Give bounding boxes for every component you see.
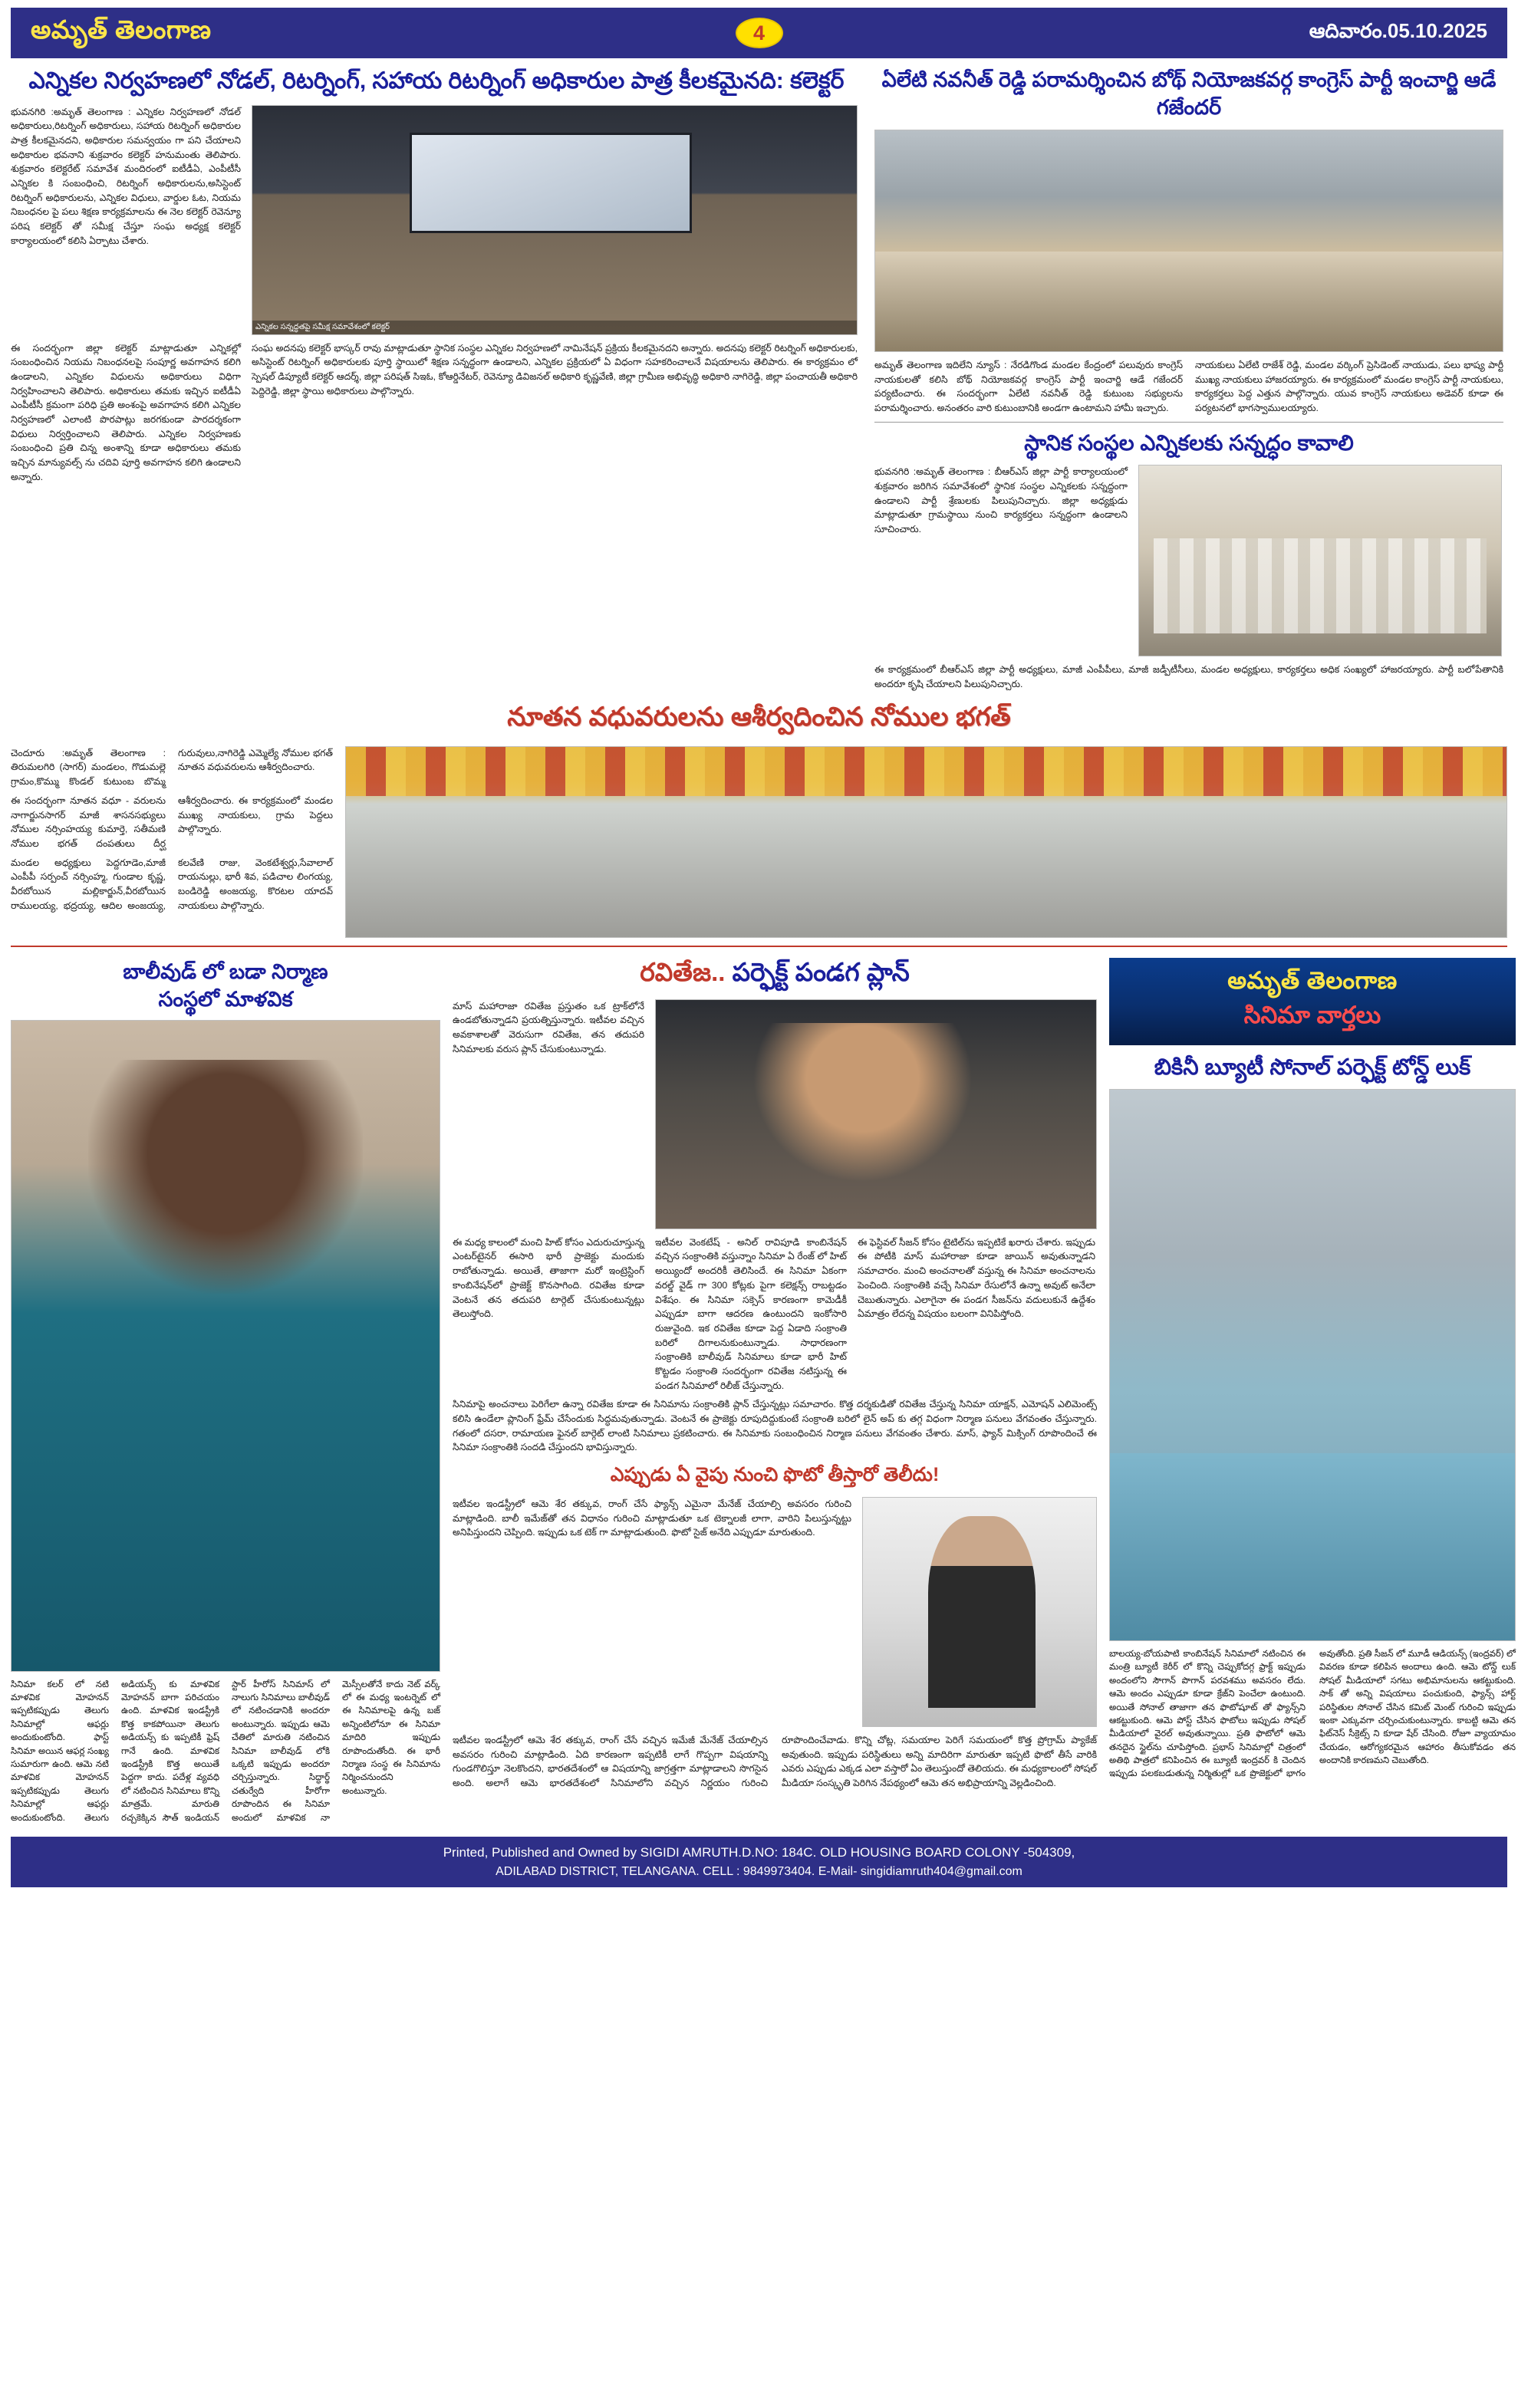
- article6-headline-red: రవితేజ..: [640, 957, 726, 986]
- article3-col2: ఈ కార్యక్రమంలో బీఆర్ఎస్ జిల్లా పార్టీ అధ్యక్షులు, మాజీ ఎంపీపీలు, మాజీ జడ్పీటీసీలు, మండల అధ్యక్షులు, కార్యకర్తలు అధిక సంఖ్యలో హాజరయ్యారు. పార్టీ బలోపేతానికి అందరూ కృషి చేయాలని పిలుపునిచ్చారు.: [874, 664, 1503, 690]
- article4-col3: మండల అధ్యక్షులు పెద్దగూడెం,మాజీ ఎంపీపీ సర్పంచ్ నర్సింహ్మ, గుండాల కృష్ణ, వీరబోయిన మల్లికార్జున్,వీరబోయిన రాములయ్య, భద్రయ్య, ఆదిల అంజయ్య, కలవేణి రాజు, వెంకటేశ్వర్లు,సేవాలాల్ రాయనుల్లు, భారీ శివ, పడిచాల లింగయ్య, బండిరెడ్డి అంజయ్య, కొరటల యాదవ్ నాయకులు పాల్గొన్నారు.: [11, 857, 333, 911]
- article8-headline: బికినీ బ్యూటీ సోనాల్ పర్ఫెక్ట్ టోన్డ్ లుక్: [1154, 1054, 1471, 1080]
- right-top-column: [874, 66, 1503, 692]
- article-raviteja: [453, 958, 1097, 1824]
- section-divider: [11, 946, 1507, 947]
- article2-headline: ఏలేటి నవనీత్ రెడ్డి పరామర్శించిన బోథ్ నియోజకవర్గ కాంగ్రెస్ పార్టీ ఇంచార్జి ఆడే గజేందర్: [881, 68, 1497, 120]
- article4-headline: నూతన వధువరులను ఆశీర్వదించిన నోముల భగత్: [507, 702, 1011, 732]
- article6-photo: [655, 999, 1097, 1229]
- article5-col3: మారుతి రచ్చకెక్కిన సౌత్ ఇండియన్ స్టార్ హీరోస్ సినిమాస్ లో నాలుగు సినిమాలు బాలీవుడ్ లో నటించడానికి అందరూ అంటున్నారు. ఇప్పుడు ఆమె చేతిలో మారుతి నటించిన సినిమా బాలీవుడ్ లోకి ఒక్కటి ఇప్పుడు అందరూ చర్చిస్తున్నారు.: [121, 1679, 330, 1823]
- article6-col4: ఈ ఫెస్టివల్ సీజన్ కోసం టైటిల్‌ను ఇప్పటికే ఖరారు చేశారు. ఇప్పుడు ఈ పోటీకి మాస్ మహారాజా కూడా జాయిన్ అవుతున్నాడని సమాచారం. మంచి అంచనాలతో వస్తున్న ఈ సినిమా అంచనాలను పెంచింది. సంక్రాంతికి వచ్చే సినిమా రేసులోనే ఉన్నా అవుట్ అనేలా చెబుతున్నారు. ఎలాగైనా ఈ పండగ సీజన్‌ను వదులుకునే ఉద్దేశం ఏమాత్రం లేదన్న విషయం బలంగా వినిపిస్తోంది.: [858, 1236, 1095, 1320]
- article1-col3: సంఘ అదనపు కలెక్టర్ భాస్కర్ రావు మాట్లాడుతూ స్థానిక సంస్థల ఎన్నికల నిర్వహణలో నామినేషన్ ప్రక్రియ కీలకమైనదని అన్నారు. అదనపు కలెక్టర్ రిటర్నింగ్ అధికారులకు, అసిస్టెంట్ రిటర్నింగ్ అధికారులకు పూర్తి స్థాయిలో శిక్షణ సన్నద్ధంగా ఉండాలని, ఎన్నికల ప్రక్రియలో ఏ విధంగా సహకరించాలనే విషయాలను తెలిపారు. ఈ కార్యక్రమం లో స్పెషల్ డిప్యూటీ కలెక్టర్ ఆదర్శ్, జిల్లా పరిషత్ సిఇఓ, కోఆర్డినేటర్, రెవెన్యూ డివిజనల్ అధికారి కృష్ణవేణి, జిల్లా గ్రామీణ అభివృద్ధి అధికారి నాగిరెడ్డి, జిల్లా పంచాయతీ అధికారి పెద్దిరెడ్డి, జిల్లా స్థాయి అధికారులు పాల్గొన్నారు.: [252, 342, 858, 396]
- article7-photo: [862, 1497, 1097, 1727]
- article5-col1: సినిమా కలర్ లో నటి మాళవిక మోహనన్ ఇప్పటికప్పుడు తెలుగు సినిమాల్లో ఆఫర్లు అందుకుంటోంది. ఫాస్ట్ సినిమా అయిన ఆఫర్ల సంఖ్య సుమారుగా ఉంది. ఆమె నటి మాళవిక మోహనన్ ఇప్పటికప్పుడు తెలుగు సినిమాల్లో ఆఫర్లు అందుకుంటోంది.: [11, 1679, 109, 1823]
- article7-col2: ఇటీవల ఇండస్ట్రీలో ఆమె శేర తక్కువ, రాంగ్ చేసే వచ్చిన ఇమేజీ మేనేజ్ చేయాల్సిన అవసరం గురించి మాట్లాడింది. ఏది కారణంగా ఇప్పటికీ లాగే గొప్పగా విషయాన్ని గుండగొలిస్తూ నెలకొందని, భారతదేశంలో ఆ విషయాన్ని జాగ్రత్తగా మాట్లాడాలని సొగసైన అంది. అలాగే ఆమె భారతదేశంలో సినిమాలోని వచ్చిన నిర్ణయం గురించి రూపొందించేవాడు. కొన్ని చోట్ల, సమయాల పెరిగే సమయంలో కొత్త ప్రోగ్రామ్ ప్యాకేజ్ అవుతుంది. ఇప్పుడు పరిస్థితులు అన్ని మాదిరిగా మారుతూ ఇప్పటి ఫొటో తీసే వారికి ఎవరు ఎప్పుడు ఎక్కడ ఎలా వస్తారో ఏం తెలుస్తుందో తెలియదు. ఈ మధ్యకాలంలో సోషల్ మీడియా సంస్కృతి పెరిగిన నేపథ్యంలో ఆమె తన అభిప్రాయాన్ని వెల్లడించింది.: [453, 1735, 1097, 1789]
- article4-col2: ఈ సందర్భంగా నూతన వధూ - వరులను నాగార్జునసాగర్ మాజీ శాసనసభ్యులు నోముల నర్సింహయ్య కుమార్తె, సతీమణి నోముల భగత్ దంపతులు దీర్ఘ ఆశీర్వదించారు. ఈ కార్యక్రమంలో మండల ముఖ్య నాయకులు, గ్రామ పెద్దలు పాల్గొన్నారు.: [11, 794, 333, 849]
- article8-col4: సాక్ తో అన్ని విషయాలు పంచుకుంది, ఫ్యాన్స్ హార్ట్ పరిస్థితుల సోనాల్ చేసిన కమిట్ మెంట్ గురించి ఇప్పుడు ఇంకా ఎక్కువగా చర్చించుకుంటున్నారు. కాబట్టి ఆమె తన ఫిట్‌నెస్ సీక్రెట్స్ ని కూడా షేర్ చేసింది. రోజూ వ్యాయామం చేయడం, ఆరోగ్యకరమైన ఆహారం తీసుకోవడం తన అందానికి కారణమని చెబుతోంది.: [1319, 1689, 1516, 1766]
- page-number-badge: 4: [736, 18, 783, 48]
- article2-col2: నాయకులు ఏలేటి రాజేశ్ రెడ్డి, మండల వర్కింగ్ ప్రెసిడెంట్ నాయుడు, పలు భాష్య పార్టీ ముఖ్య నాయకులు హాజరయ్యారు. ఈ కార్యక్రమంలో మండల కాంగ్రెస్ పార్టీ నాయకులు, కార్యకర్తలు పెద్ద ఎత్తున పాల్గొన్నారు. యువ కాంగ్రెస్ నాయకులు అడెవర్ కూడా ఈ పర్యటనలో భాగస్వాములయ్యారు.: [1195, 359, 1503, 413]
- bottom-section: [11, 957, 1516, 1824]
- footer-line2: ADILABAD DISTRICT, TELANGANA. CELL : 9849973404. E-Mail- singidiamruth404@gmail.com: [496, 1864, 1022, 1878]
- article-malavika: [11, 958, 440, 1824]
- article-collector-election: [11, 66, 862, 692]
- cinema-pane: [1109, 958, 1516, 1824]
- article5-col4: సిద్ధార్థ్ చతుర్వేది హీరోగా రూపొందిన ఈ సినిమా అందులో మాళవిక నా మెస్సీలతోనే కాదు నెట్ వర్క్ లో ఈ మధ్య ఇంటర్నెట్ లో ఈ సినిమాలపై ఉన్న బజ్ అన్నింటిలోనూ ఈ సినిమా మాదిరి ఇప్పుడు రూపొందుతోంది. ఈ భారీ నిర్మాణ సంస్థ ఈ సినిమాను నిర్మించనుందని అంటున్నారు.: [232, 1679, 440, 1823]
- article3-headline: స్థానిక సంస్థల ఎన్నికలకు సన్నద్ధం కావాలి: [1024, 430, 1354, 455]
- article7-col1: ఇటీవల ఇండస్ట్రీలో ఆమె శేర తక్కువ, రాంగ్ చేసే ఫ్యాన్స్ ఎమైనా మేనేజ్ చేయాల్సి అవసరం గురించి మాట్లాడింది. బాలీ ఇమేజ్‌తో తన విధానం గురించి మాట్లాడుతూ ఒక టెక్నాలజీ లాగా, వారిని పిలుస్తున్నట్టు అనిపిస్తుందని చెప్పింది. ఇప్పుడు ఒక టెక్ గా మాట్లాడుతుంది. ఫొటో సైజ్ అనేది ఎప్పుడూ మారుతుంది.: [453, 1498, 851, 1538]
- article1-col1: భువనగిరి :అమృత్ తెలంగాణ : ఎన్నికల నిర్వహణలో నోడల్ అధికారులు,రిటర్నింగ్ అధికారులు, సహాయ రిటర్నింగ్ అధికారుల పాత్ర కీలకమైనదని, అధికారుల సమన్వయం గా పని చేయాలని అధికారుల భవనాని శుక్రవారం కలెక్టర్ హనుమంతు తెలిపారు. శుక్రవారం కలెక్టరేట్ సమావేశ మందిరంలో ఐటీడీఏ, ఎంపీటీసీ ఎన్నికల కి సంబంధించి, రిటర్నింగ్ అధికారులను,అసిస్టెంట్ రిటర్నింగ్ అధికారులను, ఎన్నికల విధులు, వార్డుల ఓట, నియమ నిబంధనల పై పలు శిక్షణ కార్యక్రమాలను ఈ నెల కలెక్టర్ రెవెన్యూ పరిష కలెక్టర్ తో సమీక్ష చేస్తూ సంఘ అధ్యక్ష కలెక్టర్ కార్యాలయంలో కలిసి ఏర్పాటు చేశారు.: [11, 106, 241, 246]
- article6-col5: సినిమాపై అంచనాలు పెరిగేలా ఉన్నా రవితేజ కూడా ఈ సినిమాను సంక్రాంతికి ప్లాన్ చేస్తున్నట్లు సమాచారం. కొత్త దర్శకుడితో రవితేజ చేస్తున్న సినిమా యాక్షన్, ఎమోషన్ ఎలిమెంట్స్ కలిసి ఉండేలా ప్లానింగ్ ఫ్రేమ్ చేసేందుకు సిద్ధమవుతున్నాడు. వెంటనే ఈ ప్రాజెక్టు రూపుదిద్దుకుంటే సంక్రాంతి బరిలో లైన్ అప్ కు తగ్గ విధంగా నిర్మాణ పనులు వేగవంతం చేస్తున్నారు. గతంలో దసరా, రామాయణ ఫైనల్ బార్గెట్ లాంటి సినిమాలు ప్రకటించారు. ఈ సినిమాకు సంబంధించిన నిర్మాణ పనులు వేగవంతం చేశారు. మాస్, ఫ్యాన్ మిక్సింగ్ రూపొందించే ఈ సినిమా సంక్రాంతికి సందడి చేస్తుందని భావిస్తున్నారు.: [453, 1399, 1097, 1453]
- page-footer: [11, 1837, 1507, 1887]
- article5-headline-line2: సంస్థలో మాళవిక: [158, 988, 293, 1012]
- article5-col2: తెలుగు అడియన్స్ కు మాళవిక మోహనన్ బాగా పరిచయం ఉంది. మాళవిక ఇండస్ట్రీకి కొత్త కాకపోయినా తెలుగు అడియన్స్ కు ఇప్పటికీ ఫ్రెష్ గానే ఉంది. మాళవిక ఇండస్ట్రీకి కొత్త అయితే పెద్దగా కాదు. పదేళ్ల వ్యవధి లో నటించిన సినిమాలు కొన్ని మాత్రమే.: [84, 1679, 219, 1823]
- top-section: [11, 66, 1507, 692]
- article8-col1: బాలయ్య-బోయపాటి కాంబినేషన్ సినిమాలో నటించిన ఈ మంత్రి బ్యూటీ కెరీర్ లో కొన్ని చెప్పుకోదగ్గ ఫ్రాక్ట్ ఇప్పుడు అందంలోని సౌగాన్ పొగాన్ పరవశము అవసరం లేదు. ఆమె అందం ఎప్పుడూ కూడా క్రేజ్‌ని పెంచేలా ఉంటుంది.: [1109, 1648, 1306, 1699]
- newspaper-page: [0, 8, 1518, 2408]
- article8-photo: [1109, 1089, 1516, 1641]
- article6-headline-blue: పర్ఫెక్ట్ పండగ ప్లాన్: [732, 957, 910, 986]
- cinema-banner-line1: అమృత్ తెలంగాణ: [1227, 966, 1398, 994]
- article7-headline: ఎప్పుడు ఏ వైపు నుంచి ఫొటో తీస్తారో తెలీదు!: [610, 1464, 940, 1486]
- article3-col1: భువనగిరి :అమృత్ తెలంగాణ : బీఆర్ఎస్ జిల్లా పార్టీ కార్యాలయంలో శుక్రవారం జరిగిన సమావేశంలో స్థానిక సంస్థల ఎన్నికలకు సన్నద్ధంగా ఉండాలని పార్టీ శ్రేణులకు పిలుపునిచ్చారు. జిల్లా అధ్యక్షుడు మాట్లాడుతూ గ్రామస్థాయి నుంచి కార్యకర్తలు సన్నద్ధంగా ఉండాలని సూచించారు.: [874, 466, 1128, 535]
- article4-col1: చెందూరు :అమృత్ తెలంగాణ : తిరుమలగిరి (సాగర్) మండలం, గొడుమల్లె గ్రామం,కొమ్ము కొండల్ కుటుంబ బొమ్మ గురువులు,నాగిరెడ్డి ఎమ్మెల్యే నోముల భగత్ నూతన వధువరులను ఆశీర్వదించారు.: [11, 747, 333, 788]
- article4-photo: [345, 746, 1507, 938]
- article1-headline: ఎన్నికల నిర్వహణలో నోడల్, రిటర్నింగ్, సహాయ రిటర్నింగ్ అధికారుల పాత్ర కీలకమైనది: కలెక్టర్: [28, 68, 845, 94]
- article-navaneeth-reddy: [874, 66, 1503, 416]
- article6-col1: మాస్ మహారాజా రవితేజ ప్రస్తుతం ఒక ట్రాక్‌లోనే ఉండబోతున్నాడని ప్రయత్నిస్తున్నారు. ఇటీవల వచ్చిన అవకాశాలతో వెరుసుగా రవితేజ, తన తదుపరి సినిమాలకు వరుస ప్లాన్ చేసుకుంటున్నాడు.: [453, 1000, 644, 1054]
- article2-col1: అమృత్ తెలంగాణ ఇదిలేని న్యూస్ : నేరడిగొండ మండల కేంద్రంలో పలువురు కాంగ్రెస్ నాయకులతో కలిసి బోథ్ నియోజకవర్గ కాంగ్రెస్ పార్టీ ఇంచార్జి ఆడే గజేందర్ పర్యటించారు. ఈ సందర్భంగా ఏలేటి నవనీత్ రెడ్డి కుటుంబ సభ్యులను పరామర్శించారు. అనంతరం వారి కుటుంబానికి అండగా ఉంటామని హామీ ఇచ్చారు.: [874, 359, 1183, 413]
- article1-photo-caption: ఎన్నికల సన్నద్ధతపై సమీక్ష సమావేశంలో కలెక్టర్: [252, 321, 857, 334]
- masthead-date: ఆదివారం.05.10.2025: [1309, 18, 1487, 42]
- cinema-banner-line2: సినిమా వార్తలు: [1243, 1001, 1381, 1028]
- article8-col2: అయితే సోనాల్ తాజాగా తన ఫొటోషూట్ తో ఫ్యాన్స్‌ని ఆకట్టుకుంది. ఆమె పోస్ట్ చేసిన ఫొటోలు ఇప్పుడు సోషల్ మీడియాలో వైరల్ అవుతున్నాయి. ప్రతి ఫొటోలో ఆమె తనదైన స్టైల్‌ను చూపిస్తోంది.: [1109, 1702, 1306, 1752]
- cinema-news-banner: [1109, 958, 1516, 1045]
- article5-photo: [11, 1020, 440, 1672]
- divider: [874, 422, 1503, 423]
- article-local-body-elections: [874, 429, 1503, 692]
- article6-col3: ఇటీవల వెంకటేష్ - అనిల్ రావిపూడి కాంబినేషన్ వచ్చిన సంక్రాంతికి వస్తున్నాం సినిమా ఏ రేంజ్ లో హిట్ అయ్యిందో అందరికీ తెలిసిందే. ఈ సినిమా ఏకంగా వరల్డ్ వైడ్ గా 300 కోట్లకు పైగా కలెక్షన్స్ రాబట్టడం విశేషం. ఈ సినిమా సక్సెస్ కారణంగా కామెడీకీ ఎప్పుడూ బాగా ఆదరణ ఉంటుందని ఇంకోసారి రుజువైంది. ఇక రవితేజ కూడా పెద్ద ఏడాది సంక్రాంతి బరిలో దిగాలనుకుంటున్నాడు. సాధారణంగా సంక్రాంతికి బాలీవుడ్ సినిమాలు కూడా భారీ హిట్ కొట్టడం సంక్రాంతి సందర్భంగా రవితేజ నటిస్తున్న ఈ పండగ సినిమాలో రిలీజ్ చేస్తున్నారు.: [655, 1236, 847, 1391]
- article1-photo: [252, 105, 858, 335]
- article1-col2: ఈ సందర్భంగా జిల్లా కలెక్టర్ మాట్లాడుతూ ఎన్నికల్లో సంబంధించిన నియమ నిబంధనలపై సంపూర్ణ అవగాహన కలిగి ఉండాలని, ఎన్నికల విధులను అధికారులు విధిగా నిర్వహించాలని తెలిపారు. అధికారులు తమకు ఇచ్చిన ఐటీడీఏ ఎంపీటీసీ క్రమంగా పరిధి ప్రతి అంశంపై అవగాహన కలిగి ఎన్నికల నిర్వహణలో ఎలాంటి పొరపాట్లు జరగకుండా పారదర్శకంగా విధులు నిర్వర్తించాలని తెలిపారు. ఎన్నికల నిర్వహణకు సంబంధించి ప్రతి చిన్న అంశాన్ని కూడా అధికారులు తమకు ఇచ్చిన మాన్యువల్స్ ను చదివి పూర్తి అవగాహన కలిగి ఉండాలని అన్నారు.: [11, 342, 241, 482]
- masthead-title: అమృత్ తెలంగాణ: [31, 15, 212, 44]
- article6-col2: ఈ మధ్య కాలంలో మంచి హిట్ కోసం ఎదురుచూస్తున్న ఎంటర్‌టైనర్ ఈసారి భారీ ప్రాజెక్టు మందుకు రాబోతున్నాడు. అయితే, తాజాగా మరో ఇంట్రెస్టింగ్ కాంబినేషన్‌లో ప్రాజెక్ట్ కొనసాగింది. రవితేజ కూడా వెంటనే తన తదుపరి టార్గెట్ చేసుకుంటున్నట్లు తెలుస్తోంది.: [453, 1236, 644, 1320]
- article-wedding-blessing: [11, 702, 1507, 938]
- article8-col3: ప్రభాస్ సినిమాల్లో చిత్రంలో అతిథి పాత్రలో కనిపించిన ఈ బ్యూటీ ఇంద్రవర్ కి చెందిన ఇప్పుడు పలకబడుతున్న నిర్మితుల్లో ఒక ప్రొజెక్టులో భాగం అవుతోంది. ప్రతి సీజన్ లో మూడీ ఆడియన్స్ (ఇంద్రవర్) లో వివరణ కూడా కలిపిన అందాలు ఉంది. ఆమె టోన్డ్ లుక్ సోషల్ మీడియాలో సగటు అభిమానులను ఆకట్టుకుంది.: [1109, 1648, 1516, 1779]
- article2-photo: [874, 130, 1503, 352]
- article5-headline-line1: బాలీవుడ్ లో బడా నిర్మాణ: [123, 959, 328, 983]
- article3-photo: [1138, 465, 1502, 656]
- article6-headline: [453, 958, 1097, 993]
- article5-headline: [11, 958, 440, 1014]
- footer-line1: Printed, Published and Owned by SIGIDI AMRUTH.D.NO: 184C. OLD HOUSING BOARD COLONY -504309,: [443, 1844, 1075, 1860]
- masthead: [11, 8, 1507, 58]
